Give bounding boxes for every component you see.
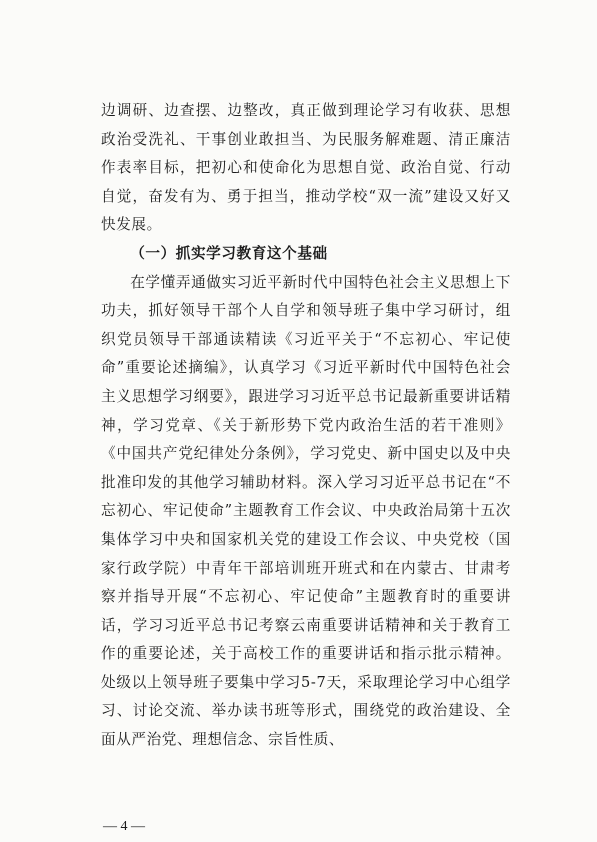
body-text <box>101 97 511 755</box>
page-number: — 4 — <box>103 819 145 834</box>
paragraph-study-education: 在学懂弄通做实习近平新时代中国特色社会主义思想上下功夫，抓好领导干部个人自学和领导班子集中学习研讨，组织党员领导干部通读精读《习近平关于“不忘初心、牢记使命”重要论述摘编》，认真学习《习近平新时代中国特色社会主义思想学习纲要》，跟进学习习近平总书记最新重要讲话精神，学习党章、《关于新形势下党内政治生活的若干准则》《中国共产党纪律处分条例》，学习党史、新中国史以及中央批准印发的其他学习辅助材料。深入学习习近平总书记在“不忘初心、牢记使命”主题教育工作会议、中央政治局第十五次集体学习中央和国家机关党的建设工作会议、中央党校（国家行政学院）中青年干部培训班开班式和在内蒙古、甘肃考察并指导开展“不忘初心、牢记使命”主题教育时的重要讲话，学习习近平总书记考察云南重要讲话精神和关于教育工作的重要论述，关于高校工作的重要讲话和指示批示精神。处级以上领导班子要集中学习5-7天，采取理论学习中心组学习、讨论交流、举办读书班等形式，围绕党的政治建设、全面从严治党、理想信念、宗旨性质、 <box>101 273 511 749</box>
paragraph-continuation: 边调研、边查摆、边整改，真正做到理论学习有收获、思想政治受洗礼、干事创业敢担当、为民服务解难题、清正廉洁作表率目标，把初心和使命化为思想自觉、政治自觉、行动自觉，奋发有为、勇于担当，推动学校“双一流”建设又好又快发展。 <box>101 102 511 234</box>
section-heading: （一）抓实学习教育这个基础 <box>130 244 328 262</box>
